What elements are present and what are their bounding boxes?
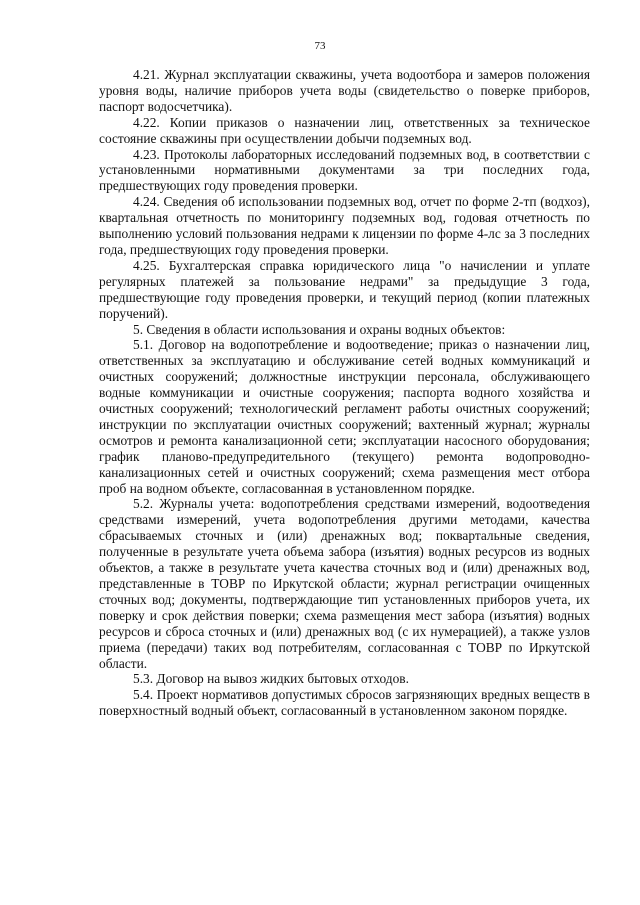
paragraph-4-23: 4.23. Протоколы лабораторных исследований подземных вод, в соответствии с установленными нормативными документами за три последних года, предшествующих году проведения проверки. [99, 146, 590, 194]
paragraph-4-21: 4.21. Журнал эксплуатации скважины, учета водоотбора и замеров положения уровня воды, наличие приборов учета воды (свидетельство о поверке приборов, паспорт водосчетчика). [99, 67, 590, 114]
paragraph-5-3: 5.3. Договор на вывоз жидких бытовых отходов. [133, 671, 409, 687]
paragraph-5-1: 5.1. Договор на водопотребление и водоотведение; приказ о назначении лиц, ответственных за эксплуатацию и обслуживание сетей водных коммуникаций и очистных сооружений; должностные инструкции персонала, обслуживающего водные коммуникации и очистные сооружения; паспорта водного хозяйства и очистных сооружений; технологический регламент работы очистных сооружений; инструкции по эксплуатации очистных сооружений; вахтенный журнал; журналы осмотров и ремонта канализационной сети; эксплуатации насосного оборудования; график планово-предупредительного (текущего) ремонта водопроводно-канализационных сетей и очистных сооружений; схема размещения мест отбора проб на водном объекте, согласованная в установленном порядке. [99, 337, 590, 496]
paragraph-5-2: 5.2. Журналы учета: водопотребления средствами измерений, водоотведения средствами измерений, учета водопотребления другими методами, качества сбрасываемых сточных и (или) дренажных вод; поквартальные сведения, полученные в результате учета объема забора (изъятия) водных ресурсов из водных объектов, а также в результате учета качества сточных вод и (или) дренажных вод, представленные в ТОВР по Иркутской области; журнал регистрации очищенных сточных вод; документы, подтверждающие тип установленных приборов учета, их поверку и срок действия поверки; схема размещения мест забора (изъятия) водных ресурсов и сброса сточных и (или) дренажных вод (с их нумерацией), а также узлов приема (передачи) таких вод потребителям, согласованная с ТОВР по Иркутской области. [99, 496, 590, 671]
paragraph-4-24: 4.24. Сведения об использовании подземных вод, отчет по форме 2-тп (водхоз), квартальная отчетность по мониторингу подземных вод, годовая отчетность по выполнению условий пользования недрами к лицензии по форме 4-лс за 3 последних года, предшествующих году проведения проверки. [99, 194, 590, 257]
paragraph-4-22: 4.22. Копии приказов о назначении лиц, ответственных за техническое состояние скважины при осуществлении добычи подземных вод. [99, 114, 590, 146]
paragraph-5-4: 5.4. Проект нормативов допустимых сбросов загрязняющих вредных веществ в поверхностный водный объект, согласованный в установленном законом порядке. [99, 687, 590, 719]
document-body [99, 67, 590, 719]
page-number: 73 [314, 40, 326, 52]
section-5-heading: 5. Сведения в области использования и охраны водных объектов: [133, 321, 506, 337]
paragraph-4-25: 4.25. Бухгалтерская справка юридического лица "о начислении и уплате регулярных платежей за пользование недрами" за предыдущие 3 года, предшествующие году проведения проверки, и текущий период (копии платежных поручений). [99, 257, 590, 321]
